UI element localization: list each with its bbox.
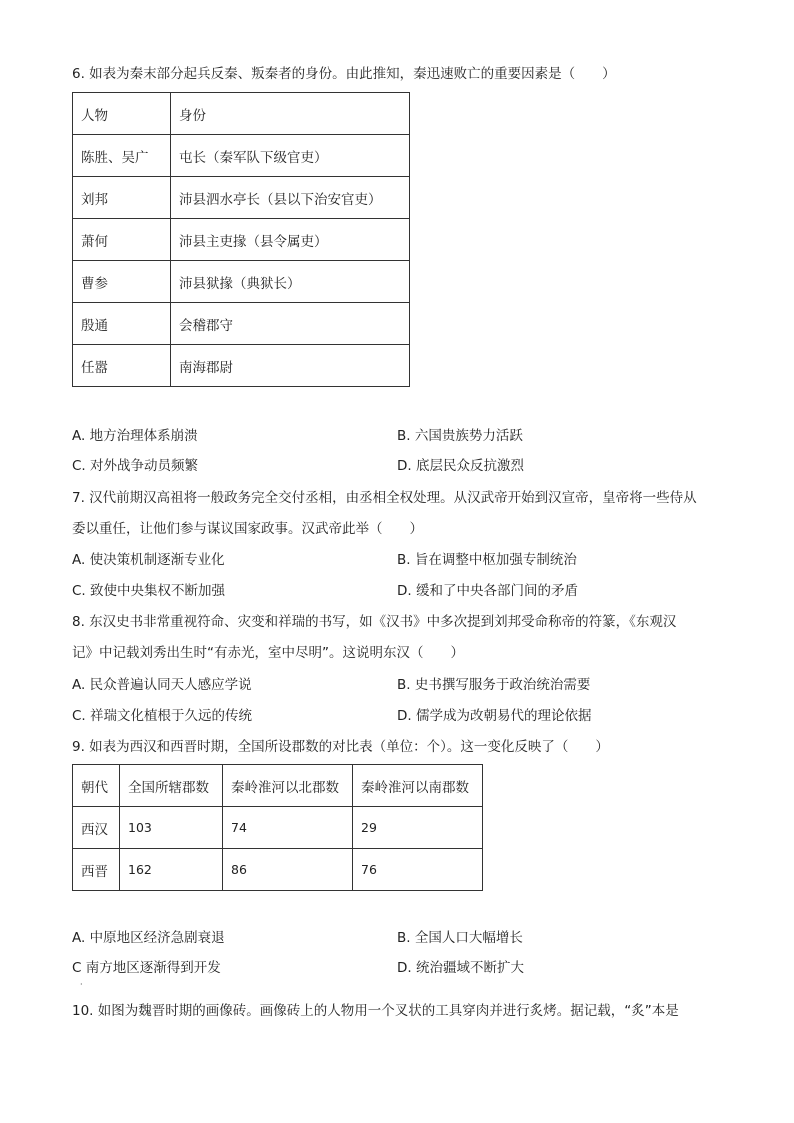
q9-table [72, 764, 483, 891]
table-cell: 萧何 [73, 219, 171, 261]
q6-table [72, 92, 410, 387]
table-header-cell: 人物 [73, 93, 171, 135]
table-cell: 陈胜、吴广 [73, 135, 171, 177]
table-cell: 西汉 [73, 807, 120, 849]
q6-option-d[interactable]: D. 底层民众反抗激烈 [397, 458, 524, 474]
q7-stem-line-2: 委以重任，让他们参与谋议国家政事。汉武帝此举（ ） [72, 521, 423, 537]
table-cell: 刘邦 [73, 177, 171, 219]
q8-option-a[interactable]: A. 民众普遍认同天人感应学说 [72, 677, 252, 693]
table-cell: 屯长（秦军队下级官吏） [171, 135, 410, 177]
table-cell: 沛县主吏掾（县令属吏） [171, 219, 410, 261]
table-row [73, 177, 410, 219]
table-cell: 162 [120, 849, 223, 891]
table-cell: 南海郡尉 [171, 345, 410, 387]
q8-option-c[interactable]: C. 祥瑞文化植根于久远的传统 [72, 708, 253, 724]
q10-stem: 10. 如图为魏晋时期的画像砖。画像砖上的人物用一个叉状的工具穿肉并进行炙烤。据记载，“炙”本是 [72, 1003, 679, 1019]
table-header-row [73, 93, 410, 135]
q9-stem: 9. 如表为西汉和西晋时期，全国所设郡数的对比表（单位：个）。这一变化反映了（ ） [72, 739, 609, 755]
q7-option-d[interactable]: D. 缓和了中央各部门间的矛盾 [397, 583, 578, 599]
table-cell: 沛县泗水亭长（县以下治安官吏） [171, 177, 410, 219]
table-cell: 会稽郡守 [171, 303, 410, 345]
q6-option-b[interactable]: B. 六国贵族势力活跃 [397, 428, 523, 444]
table-row [73, 849, 483, 891]
q9-option-a[interactable]: A. 中原地区经济急剧衰退 [72, 930, 225, 946]
table-cell: 沛县狱掾（典狱长） [171, 261, 410, 303]
table-header-cell: 朝代 [73, 765, 120, 807]
table-cell: 29 [353, 807, 483, 849]
table-row [73, 219, 410, 261]
table-row [73, 135, 410, 177]
q9-option-c[interactable]: C 南方地区逐渐得到开发 [72, 960, 221, 976]
q7-option-b[interactable]: B. 旨在调整中枢加强专制统治 [397, 552, 577, 568]
q7-option-a[interactable]: A. 使决策机制逐渐专业化 [72, 552, 225, 568]
q6-option-c[interactable]: C. 对外战争动员频繁 [72, 458, 199, 474]
q8-option-b[interactable]: B. 史书撰写服务于政治统治需要 [397, 677, 591, 693]
q9-option-b[interactable]: B. 全国人口大幅增长 [397, 930, 523, 946]
table-cell: 殷通 [73, 303, 171, 345]
stray-dot-mark: · [80, 980, 83, 989]
table-header-row [73, 765, 483, 807]
table-header-cell: 秦岭淮河以南郡数 [353, 765, 483, 807]
table-row [73, 261, 410, 303]
table-cell: 西晋 [73, 849, 120, 891]
table-cell: 103 [120, 807, 223, 849]
table-cell: 76 [353, 849, 483, 891]
table-header-cell: 身份 [171, 93, 410, 135]
q6-stem: 6. 如表为秦末部分起兵反秦、叛秦者的身份。由此推知，秦迅速败亡的重要因素是（ ） [72, 66, 616, 82]
table-row [73, 807, 483, 849]
q8-option-d[interactable]: D. 儒学成为改朝易代的理论依据 [397, 708, 592, 724]
table-cell: 74 [223, 807, 353, 849]
table-row [73, 303, 410, 345]
table-header-cell: 全国所辖郡数 [120, 765, 223, 807]
table-row [73, 345, 410, 387]
table-cell: 曹参 [73, 261, 171, 303]
table-header-cell: 秦岭淮河以北郡数 [223, 765, 353, 807]
q7-option-c[interactable]: C. 致使中央集权不断加强 [72, 583, 226, 599]
table-cell: 86 [223, 849, 353, 891]
table-cell: 任嚣 [73, 345, 171, 387]
q6-option-a[interactable]: A. 地方治理体系崩溃 [72, 428, 198, 444]
q8-stem-line-2: 记》中记载刘秀出生时“有赤光，室中尽明”。这说明东汉（ ） [72, 645, 464, 661]
q8-stem-line-1: 8. 东汉史书非常重视符命、灾变和祥瑞的书写，如《汉书》中多次提到刘邦受命称帝的符篆，《东观汉 [72, 614, 677, 630]
q7-stem-line-1: 7. 汉代前期汉高祖将一般政务完全交付丞相，由丞相全权处理。从汉武帝开始到汉宣帝，皇帝将一些侍从 [72, 490, 697, 506]
q9-option-d[interactable]: D. 统治疆域不断扩大 [397, 960, 524, 976]
